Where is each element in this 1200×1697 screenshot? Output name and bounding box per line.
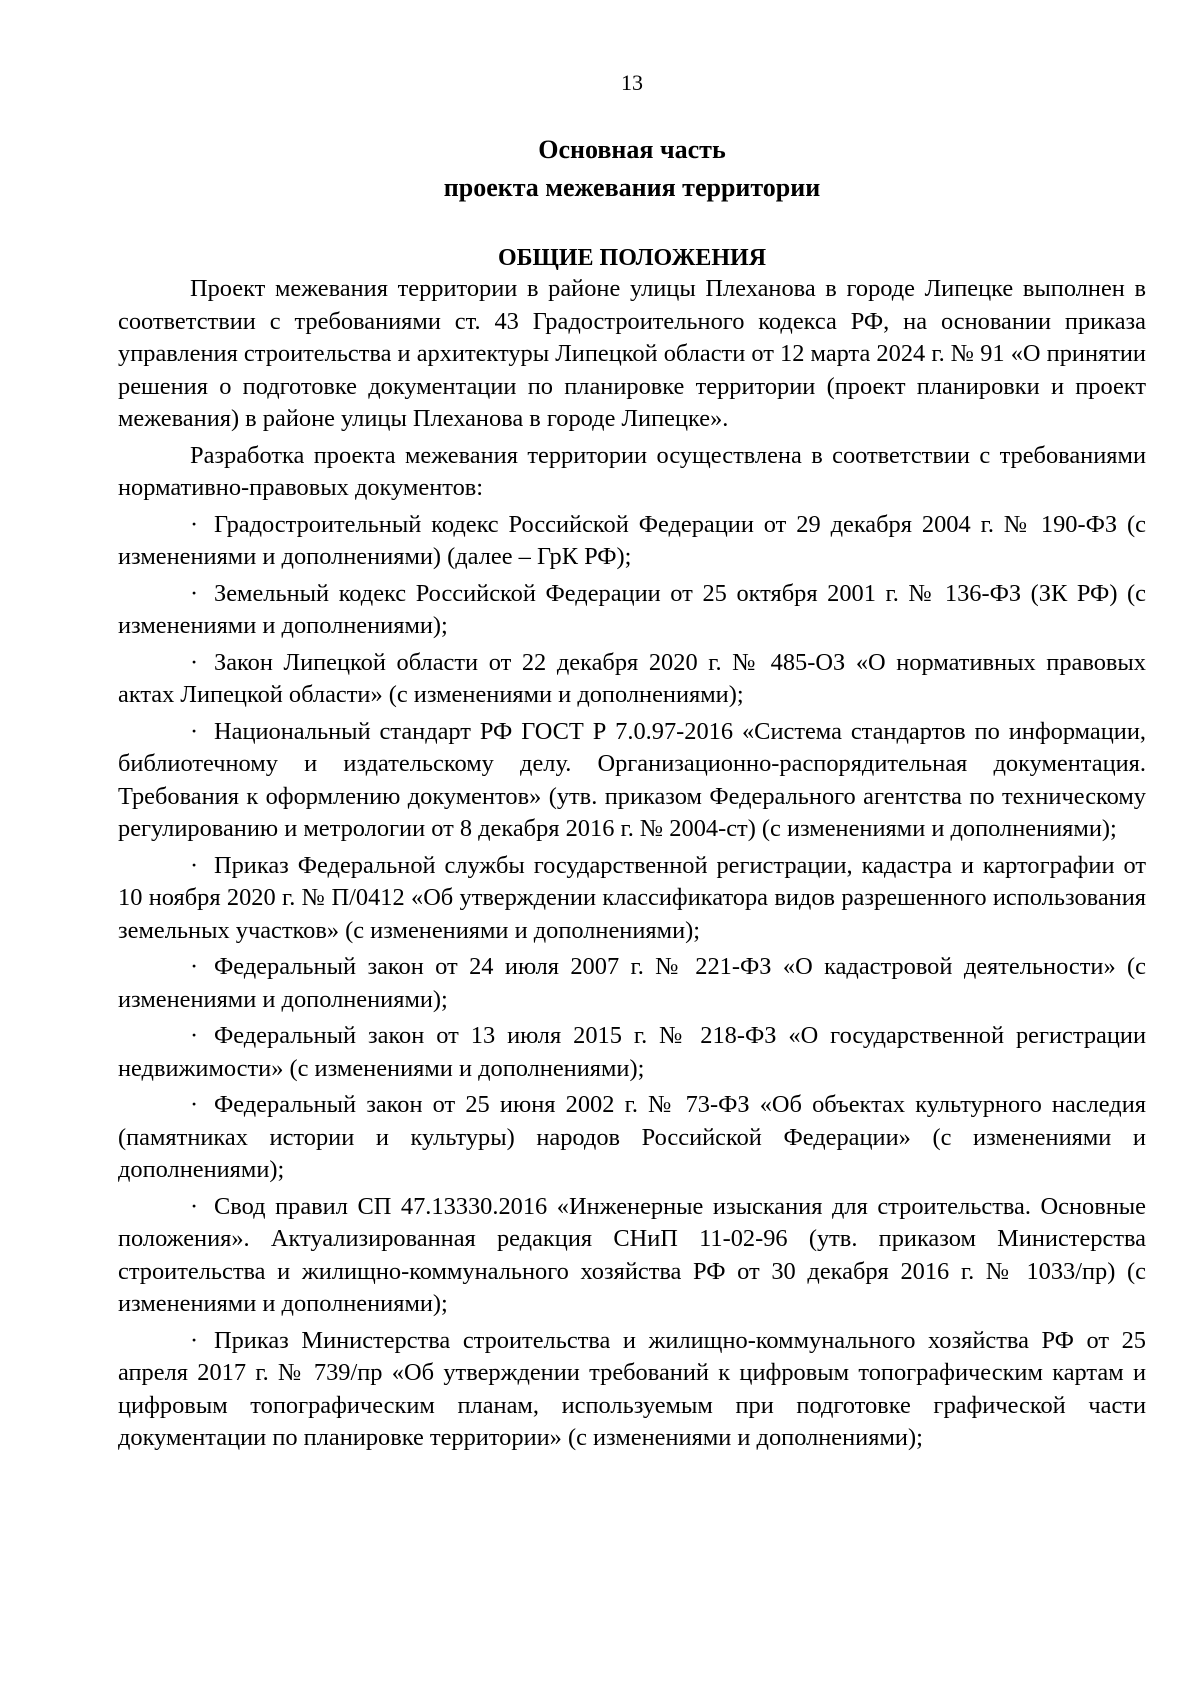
list-item-text: Федеральный закон от 25 июня 2002 г. № 73-ФЗ «Об объектах культурного наследия (памятниках истории и культуры) народов Российской Федерации» (с изменениями и дополнениями); bbox=[118, 1091, 1146, 1183]
regulations-list bbox=[118, 509, 1146, 1455]
list-item bbox=[118, 647, 1146, 712]
paragraph-intro: Проект межевания территории в районе улицы Плеханова в городе Липецке выполнен в соответствии с требованиями ст. 43 Градостроительного кодекса РФ, на основании приказа управления строительства и архитектуры Липецкой области от 12 марта 2024 г. № 91 «О принятии решения о подготовке документации по планировке территории (проект планировки и проект межевания) в районе улицы Плеханова в городе Липецке». bbox=[118, 275, 1146, 432]
list-item bbox=[118, 716, 1146, 846]
bullet-marker: · bbox=[190, 648, 199, 676]
document-page bbox=[118, 70, 1146, 1455]
list-item-text: Свод правил СП 47.13330.2016 «Инженерные изыскания для строительства. Основные положения». Актуализированная редакция СНиП 11-02-96 (утв. приказом Министерства строительства и жилищно-коммунального хозяйства РФ от 30 декабря 2016 г. № 1033/пр) (с изменениями и дополнениями); bbox=[118, 1192, 1146, 1317]
list-item bbox=[118, 509, 1146, 574]
bullet-marker: · bbox=[190, 1192, 199, 1220]
document-title-line-1: Основная часть bbox=[538, 135, 726, 164]
bullet-marker: · bbox=[190, 953, 199, 980]
list-item bbox=[118, 951, 1146, 1016]
bullet-marker: · bbox=[190, 510, 199, 538]
bullet-marker: · bbox=[190, 717, 199, 745]
bullet-marker: · bbox=[190, 1091, 199, 1118]
document-title-line-2: проекта межевания территории bbox=[443, 173, 821, 202]
bullet-marker: · bbox=[190, 1326, 199, 1354]
list-item-text: Федеральный закон от 13 июля 2015 г. № 218-ФЗ «О государственной регистрации недвижимости» (с изменениями и дополнениями); bbox=[118, 1022, 1146, 1082]
bullet-marker: · bbox=[190, 851, 199, 879]
bullet-marker: · bbox=[190, 1022, 199, 1049]
list-item-text: Приказ Министерства строительства и жилищно-коммунального хозяйства РФ от 25 апреля 2017 г. № 739/пр «Об утверждении требований к цифровым топографическим картам и цифровым топографическим планам, используемым при подготовке графической части документации по планировке территории» (с изменениями и дополнениями); bbox=[118, 1326, 1146, 1451]
list-item bbox=[118, 1089, 1146, 1187]
list-item-text: Земельный кодекс Российской Федерации от 25 октября 2001 г. № 136-ФЗ (ЗК РФ) (с изменениями и дополнениями); bbox=[118, 579, 1146, 639]
list-item-text: Национальный стандарт РФ ГОСТ Р 7.0.97-2016 «Система стандартов по информации, библиотечному и издательскому делу. Организационно-распорядительная документация. Требования к оформлению документов» (утв. приказом Федерального агентства по техническому регулированию и метрологии от 8 декабря 2016 г. № 2004-ст) (с изменениями и дополнениями); bbox=[118, 717, 1146, 842]
list-item bbox=[118, 1020, 1146, 1085]
paragraph-requirements: Разработка проекта межевания территории осуществлена в соответствии с требованиями нормативно-правовых документов: bbox=[118, 441, 1146, 501]
bullet-marker: · bbox=[190, 579, 199, 607]
list-item bbox=[118, 578, 1146, 643]
list-item-text: Закон Липецкой области от 22 декабря 2020 г. № 485-ОЗ «О нормативных правовых актах Липецкой области» (с изменениями и дополнениями); bbox=[118, 648, 1146, 708]
list-item-text: Градостроительный кодекс Российской Федерации от 29 декабря 2004 г. № 190-ФЗ (с изменениями и дополнениями) (далее – ГрК РФ); bbox=[118, 510, 1146, 570]
list-item-text: Федеральный закон от 24 июля 2007 г. № 221-ФЗ «О кадастровой деятельности» (с изменениями и дополнениями); bbox=[118, 953, 1146, 1013]
list-item bbox=[118, 1191, 1146, 1321]
list-item bbox=[118, 850, 1146, 948]
list-item-text: Приказ Федеральной службы государственной регистрации, кадастра и картографии от 10 ноября 2020 г. № П/0412 «Об утверждении классификатора видов разрешенного использования земельных участков» (с изменениями и дополнениями); bbox=[118, 851, 1146, 944]
page-number: 13 bbox=[621, 70, 643, 95]
section-heading: ОБЩИЕ ПОЛОЖЕНИЯ bbox=[497, 245, 767, 271]
list-item bbox=[118, 1325, 1146, 1455]
